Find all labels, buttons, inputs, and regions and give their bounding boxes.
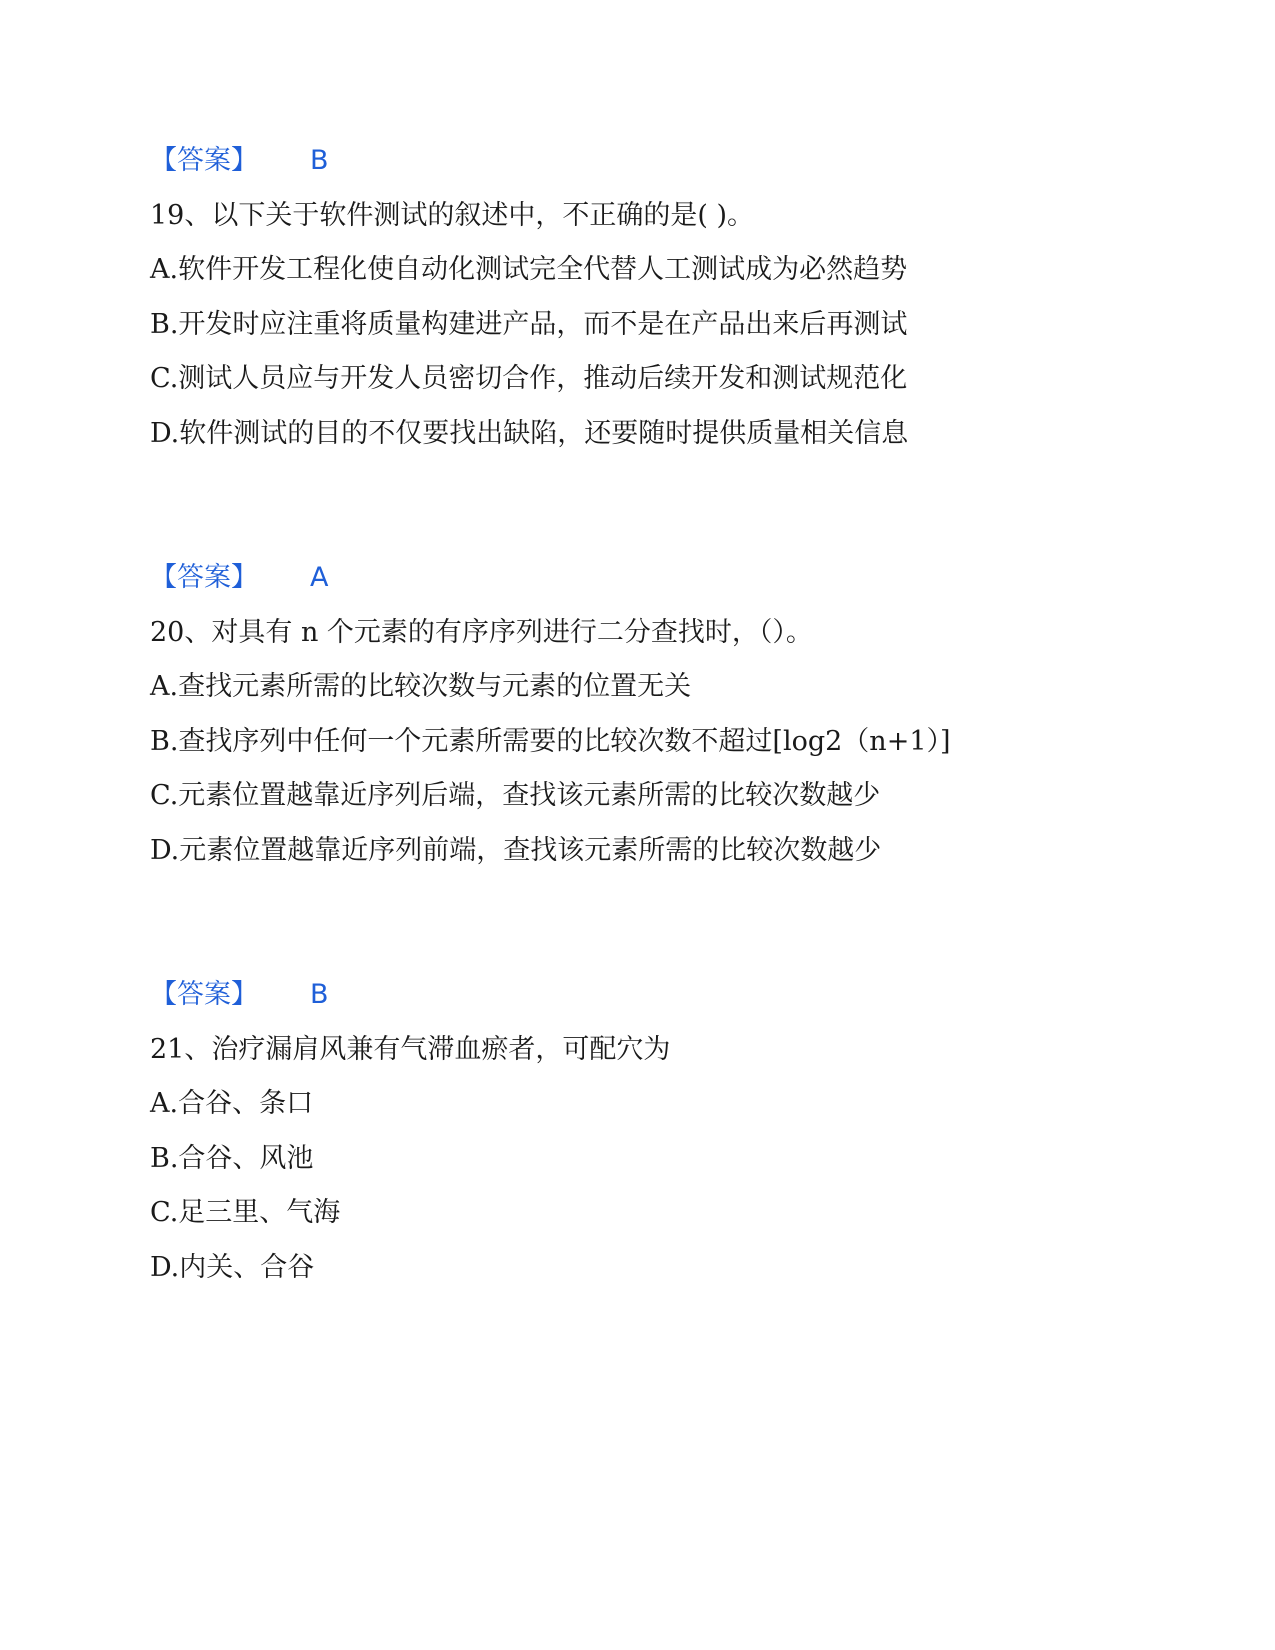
option-b: B.开发时应注重将质量构建进产品，而不是在产品出来后再测试 (150, 309, 908, 340)
answer-line (150, 144, 329, 178)
answer-value: B (310, 979, 329, 1010)
option-c: C.测试人员应与开发人员密切合作，推动后续开发和测试规范化 (150, 363, 908, 394)
option-c: C.足三里、气海 (150, 1197, 341, 1228)
answer-value: A (310, 562, 329, 593)
question-20: 20、对具有 n 个元素的有序序列进行二分查找时，（）。 (150, 617, 813, 648)
option-a: A.查找元素所需的比较次数与元素的位置无关 (150, 671, 692, 702)
answer-value: B (310, 145, 329, 176)
answer-line (150, 978, 329, 1012)
answer-label: 【答案】 (150, 979, 258, 1010)
option-a: A.软件开发工程化使自动化测试完全代替人工测试成为必然趋势 (150, 254, 908, 285)
option-d: D.软件测试的目的不仅要找出缺陷，还要随时提供质量相关信息 (150, 418, 909, 449)
question-19: 19、以下关于软件测试的叙述中，不正确的是( )。 (150, 200, 755, 231)
answer-label: 【答案】 (150, 145, 258, 176)
option-b: B.查找序列中任何一个元素所需要的比较次数不超过[log2（n+1）] (150, 726, 951, 757)
question-21: 21、治疗漏肩风兼有气滞血瘀者，可配穴为 (150, 1034, 671, 1065)
option-a: A.合谷、条口 (150, 1088, 314, 1119)
option-b: B.合谷、风池 (150, 1143, 314, 1174)
option-d: D.内关、合谷 (150, 1252, 315, 1283)
option-d: D.元素位置越靠近序列前端，查找该元素所需的比较次数越少 (150, 835, 882, 866)
answer-line (150, 561, 328, 595)
answer-label: 【答案】 (150, 562, 258, 593)
option-c: C.元素位置越靠近序列后端，查找该元素所需的比较次数越少 (150, 780, 881, 811)
